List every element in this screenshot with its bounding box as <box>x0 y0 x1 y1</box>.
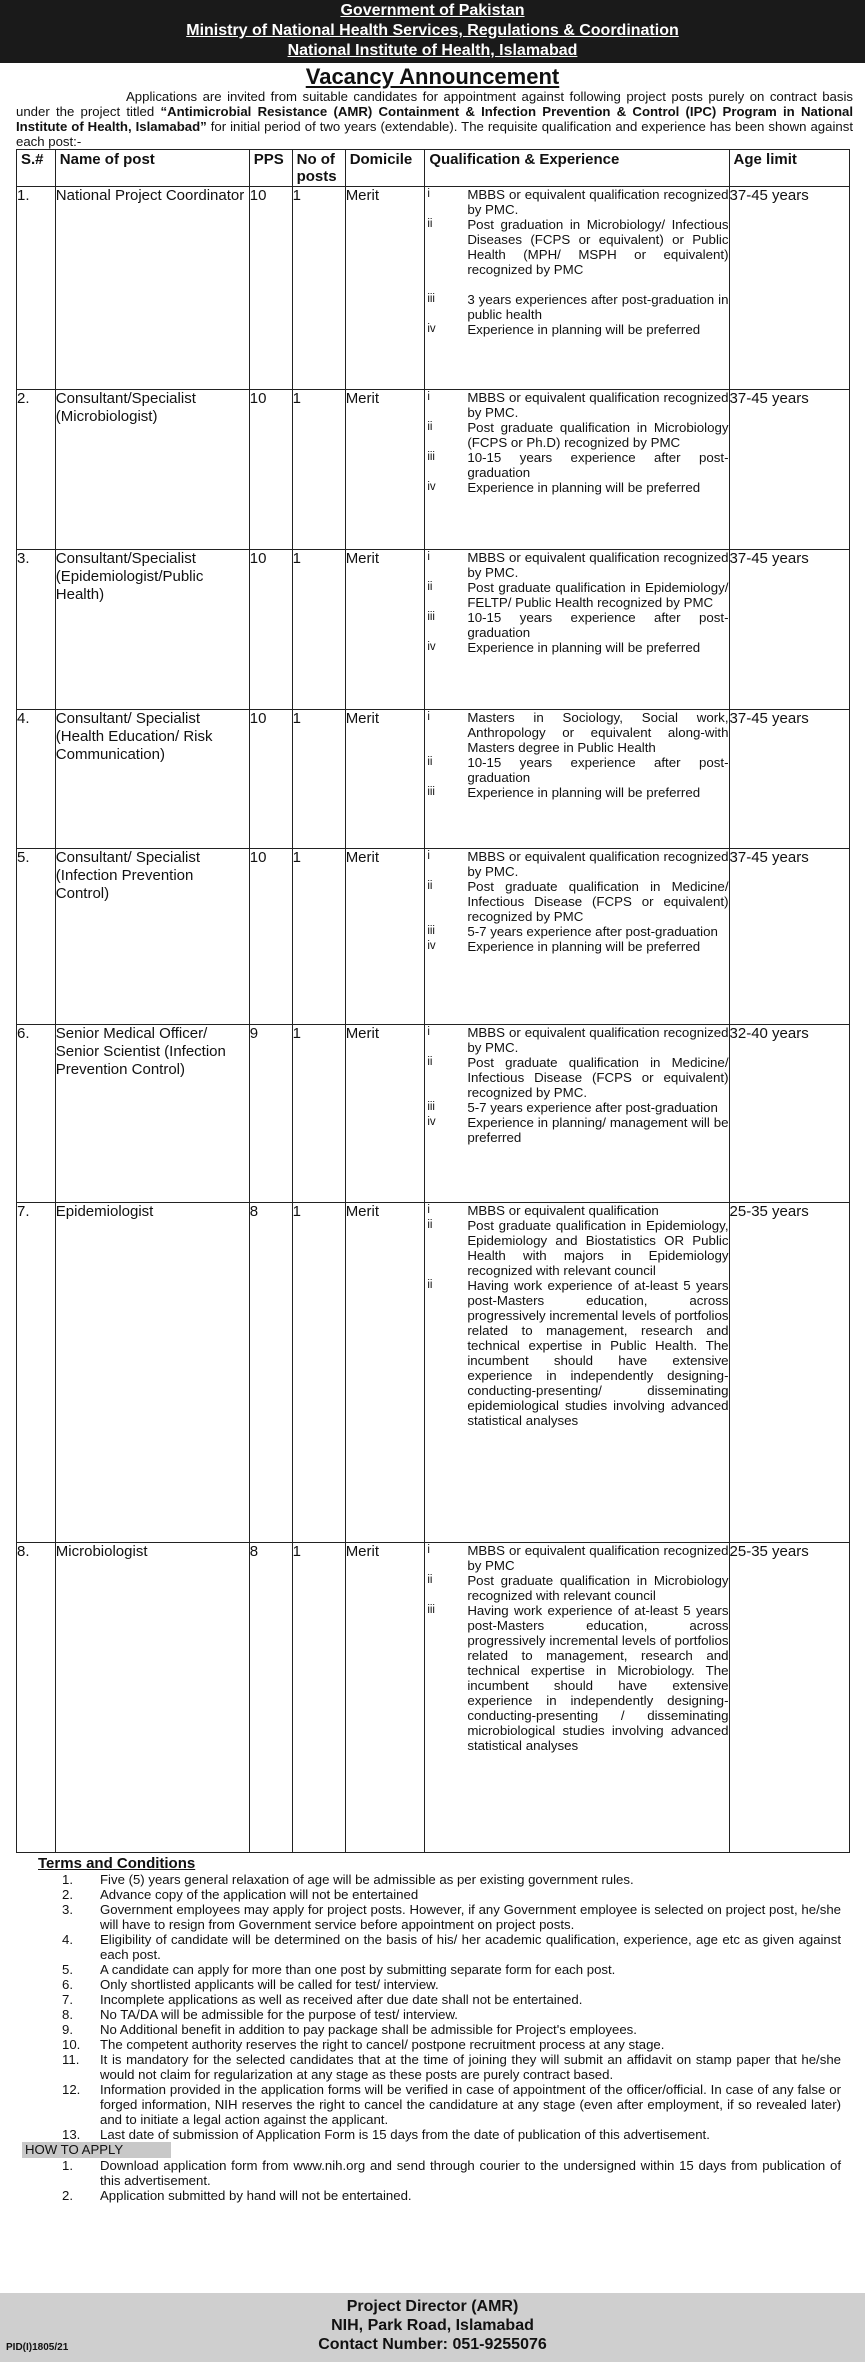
terms-heading: Terms and Conditions <box>38 1855 196 1872</box>
post-count: 1 <box>292 1543 345 1853</box>
qualification-item <box>425 1573 728 1603</box>
post-name: Consultant/ Specialist (Infection Prevention Control) <box>55 849 249 1025</box>
qualification-item <box>425 710 728 755</box>
qualification-text: Post graduate qualification in Microbiology recognized with relevant council <box>467 1573 729 1603</box>
term-item-text: The competent authority reserves the right to cancel/ postpone recruitment process at any stage. <box>100 2037 665 2052</box>
terms-list <box>38 1872 865 2142</box>
post-serial: 4. <box>17 710 56 849</box>
post-age-limit: 37-45 years <box>729 390 849 550</box>
qualification-number: iii <box>427 925 435 937</box>
term-item <box>38 2082 865 2127</box>
qualification-item <box>425 1218 728 1278</box>
post-serial: 1. <box>17 187 56 390</box>
post-serial: 8. <box>17 1543 56 1853</box>
header-institute: National Institute of Health, Islamabad <box>287 42 578 59</box>
qualification-number: ii <box>427 1219 433 1231</box>
term-item-number: 10. <box>62 2037 81 2052</box>
project-title: “Antimicrobial Resistance (AMR) Containment & Infection Prevention & Control (IPC) Program in National Institute of Health, Islamabad” <box>16 104 853 134</box>
term-item <box>38 1962 865 1977</box>
footer-contact <box>0 2293 865 2362</box>
apply-item-number: 2. <box>62 2188 73 2203</box>
term-item-number: 11. <box>62 2052 80 2067</box>
post-domicile: Merit <box>345 849 425 1025</box>
post-qualifications <box>425 550 729 710</box>
qualification-number: i <box>427 711 430 723</box>
qualification-text: Post graduate qualification in Medicine/ Infectious Disease (FCPS or equivalent) recognized by PMC. <box>467 1055 729 1100</box>
term-item-text: No TA/DA will be admissible for the purpose of test/ interview. <box>100 2007 458 2022</box>
term-item-text: Five (5) years general relaxation of age will be admissible as per existing government rules. <box>100 1872 634 1887</box>
qualification-number: iii <box>427 1101 435 1113</box>
footer-contact-number: Contact Number: 051-9255076 <box>318 2336 547 2353</box>
qualification-text: 10-15 years experience after post-graduation <box>467 755 729 785</box>
post-count: 1 <box>292 1025 345 1203</box>
qualification-item <box>425 939 728 954</box>
term-item <box>38 2022 865 2037</box>
qualification-text: MBBS or equivalent qualification recognized by PMC. <box>467 1025 729 1055</box>
qualification-text: MBBS or equivalent qualification <box>467 1203 659 1218</box>
qualification-item <box>425 322 728 337</box>
post-domicile: Merit <box>345 1543 425 1853</box>
post-age-limit: 37-45 years <box>729 550 849 710</box>
pid-number: PID(I)1805/21 <box>6 2342 69 2353</box>
post-qualifications <box>425 187 729 390</box>
post-qualifications <box>425 849 729 1025</box>
post-serial: 7. <box>17 1203 56 1543</box>
term-item-text: Incomplete applications as well as received after due date shall not be entertained. <box>100 1992 583 2007</box>
term-item-text: It is mandatory for the selected candidates that at the time of joining they will submit an affidavit on stamp paper that he/she would not claim for regularization at any stage as these posts are purely contract based. <box>100 2052 841 2082</box>
qualification-item <box>425 640 728 655</box>
post-name: Epidemiologist <box>55 1203 249 1543</box>
qualification-number: iii <box>427 451 435 463</box>
header-name: Name of post <box>55 150 249 187</box>
apply-item <box>38 2158 865 2188</box>
post-pps: 8 <box>249 1543 292 1853</box>
term-item-text: A candidate can apply for more than one post by submitting separate form for each post. <box>100 1962 616 1977</box>
post-name: Consultant/Specialist (Microbiologist) <box>55 390 249 550</box>
post-age-limit: 37-45 years <box>729 710 849 849</box>
post-pps: 10 <box>249 849 292 1025</box>
qualification-text: Post graduate qualification in Microbiology (FCPS or Ph.D) recognized by PMC <box>467 420 729 450</box>
header-no-of-posts: No of posts <box>292 150 345 187</box>
qualification-text: Experience in planning will be preferred <box>467 480 701 495</box>
qualification-item <box>425 1603 728 1753</box>
post-age-limit: 25-35 years <box>729 1203 849 1543</box>
term-item-number: 1. <box>62 1872 73 1887</box>
qualification-item <box>425 550 728 580</box>
qualification-item <box>425 1278 728 1428</box>
qualification-text: 10-15 years experience after post-graduation <box>467 610 729 640</box>
qualification-text: MBBS or equivalent qualification recognized by PMC. <box>467 390 729 420</box>
qualification-number: iv <box>427 1116 436 1128</box>
intro-text-end: for initial period of two years (extendable). The requisite qualification and experience has been shown against each post:- <box>16 119 853 149</box>
header-qualification: Qualification & Experience <box>425 150 729 187</box>
qualification-item <box>425 480 728 495</box>
qualification-number: ii <box>427 421 433 433</box>
qualification-text: Having work experience of at-least 5 years post-Masters education, across progressively incremental levels of portfolios related to management, research and technical expertise in Public Health. The incumbent should have extensive experience in independently designing-conducting-presenting/ disseminating epidemiological studies involving advanced statistical analyses <box>467 1278 729 1428</box>
qualification-number: i <box>427 1204 430 1216</box>
qualification-text: MBBS or equivalent qualification recognized by PMC. <box>467 187 729 217</box>
post-count: 1 <box>292 390 345 550</box>
qualification-item <box>425 1203 728 1218</box>
apply-item <box>38 2188 865 2203</box>
post-pps: 10 <box>249 187 292 390</box>
how-to-apply-heading: HOW TO APPLY <box>22 2142 171 2158</box>
term-item <box>38 2037 865 2052</box>
qualification-number: iv <box>427 940 436 952</box>
apply-item-text: Application submitted by hand will not be entertained. <box>100 2188 412 2203</box>
qualification-item <box>425 420 728 450</box>
qualification-text: Post graduate qualification in Epidemiology, Epidemiology and Biostatistics OR Public Health with majors in Epidemiology recognized with relevant council <box>467 1218 729 1278</box>
table-row <box>17 390 850 550</box>
apply-item-number: 1. <box>62 2158 73 2173</box>
post-count: 1 <box>292 187 345 390</box>
post-pps: 8 <box>249 1203 292 1543</box>
post-qualifications <box>425 390 729 550</box>
footer-designation: Project Director (AMR) <box>346 2298 519 2315</box>
qualification-item <box>425 292 728 322</box>
qualification-number: ii <box>427 880 433 892</box>
table-row <box>17 849 850 1025</box>
post-name: Consultant/Specialist (Epidemiologist/Public Health) <box>55 550 249 710</box>
post-domicile: Merit <box>345 550 425 710</box>
table-row <box>17 187 850 390</box>
qualification-text: Experience in planning/ management will be preferred <box>467 1115 729 1145</box>
qualification-number: i <box>427 1544 430 1556</box>
qualification-number: i <box>427 391 430 403</box>
qualification-item <box>425 1543 728 1573</box>
qualification-item <box>425 1055 728 1100</box>
post-serial: 5. <box>17 849 56 1025</box>
table-row <box>17 1543 850 1853</box>
term-item-number: 13. <box>62 2127 81 2142</box>
qualification-item <box>425 924 728 939</box>
qualification-text: 3 years experiences after post-graduation in public health <box>467 292 729 322</box>
term-item <box>38 1932 865 1962</box>
term-item <box>38 2052 865 2082</box>
qualification-number: iv <box>427 641 436 653</box>
qualification-text: 5-7 years experience after post-graduation <box>467 924 718 939</box>
post-qualifications <box>425 710 729 849</box>
term-item-number: 12. <box>62 2082 81 2097</box>
qualification-number: iii <box>427 611 435 623</box>
qualification-text: Experience in planning will be preferred <box>467 939 701 954</box>
term-item-number: 5. <box>62 1962 73 1977</box>
qualification-number: i <box>427 188 430 200</box>
post-name: Senior Medical Officer/ Senior Scientist (Infection Prevention Control) <box>55 1025 249 1203</box>
table-row <box>17 1025 850 1203</box>
header-domicile: Domicile <box>345 150 425 187</box>
intro-paragraph <box>0 89 865 149</box>
qualification-number: i <box>427 551 430 563</box>
how-to-apply-list <box>0 2158 865 2203</box>
qualification-item <box>425 610 728 640</box>
table-row <box>17 710 850 849</box>
post-count: 1 <box>292 550 345 710</box>
post-name: National Project Coordinator <box>55 187 249 390</box>
footer-address: NIH, Park Road, Islamabad <box>331 2317 534 2334</box>
qualification-text: Post graduation in Microbiology/ Infectious Diseases (FCPS or equivalent) or Public Health (MPH/ MSPH or equivalent) recognized by PMC <box>467 217 729 277</box>
qualification-text: Experience in planning will be preferred <box>467 322 701 337</box>
post-serial: 2. <box>17 390 56 550</box>
table-row <box>17 550 850 710</box>
qualification-text: Post graduate qualification in Medicine/ Infectious Disease (FCPS or equivalent) recognized by PMC <box>467 879 729 924</box>
apply-item-text: Download application form from www.nih.org and send through courier to the undersigned within 15 days from publication of this advertisement. <box>100 2158 841 2188</box>
term-item-text: Advance copy of the application will not be entertained <box>100 1887 419 1902</box>
table-row <box>17 1203 850 1543</box>
header-age-limit: Age limit <box>729 150 849 187</box>
qualification-number: iii <box>427 1604 435 1616</box>
qualification-text: 5-7 years experience after post-graduation <box>467 1100 718 1115</box>
header-pps: PPS <box>249 150 292 187</box>
post-pps: 10 <box>249 710 292 849</box>
qualification-item <box>425 390 728 420</box>
term-item <box>38 2007 865 2022</box>
term-item-text: No Additional benefit in addition to pay package shall be admissible for Project's employees. <box>100 2022 637 2037</box>
post-pps: 10 <box>249 550 292 710</box>
qualification-number: ii <box>427 1279 433 1291</box>
qualification-item <box>425 217 728 277</box>
post-qualifications <box>425 1025 729 1203</box>
post-pps: 10 <box>249 390 292 550</box>
qualification-number: iv <box>427 323 436 335</box>
terms-section <box>0 1853 865 2142</box>
term-item <box>38 1872 865 1887</box>
post-domicile: Merit <box>345 187 425 390</box>
term-item-text: Eligibility of candidate will be determined on the basis of his/ her academic qualification, experience, age etc as given against each post. <box>100 1932 841 1962</box>
qualification-number: ii <box>427 218 433 230</box>
qualification-number: i <box>427 1026 430 1038</box>
intro-text-start: Applications are invited from suitable candidates for appointment against following project posts purely on contract basis under the project titled <box>16 89 853 119</box>
qualification-text: MBBS or equivalent qualification recognized by PMC. <box>467 550 729 580</box>
qualification-number: ii <box>427 756 433 768</box>
post-serial: 3. <box>17 550 56 710</box>
post-age-limit: 37-45 years <box>729 849 849 1025</box>
term-item-text: Information provided in the application forms will be verified in case of appointment of the officer/official. In case of any false or forged information, NIH reserves the right to cancel the candidature at any stage (even after employment, if so revealed later) and to initiate a legal action against the applicant. <box>100 2082 841 2127</box>
page-title: Vacancy Announcement <box>305 64 560 89</box>
post-domicile: Merit <box>345 710 425 849</box>
post-name: Consultant/ Specialist (Health Education/ Risk Communication) <box>55 710 249 849</box>
post-serial: 6. <box>17 1025 56 1203</box>
term-item-text: Only shortlisted applicants will be called for test/ interview. <box>100 1977 439 1992</box>
header-government: Government of Pakistan <box>340 2 525 19</box>
qualification-number: ii <box>427 1574 433 1586</box>
qualification-number: i <box>427 850 430 862</box>
qualification-item <box>425 1025 728 1055</box>
qualification-text: Experience in planning will be preferred <box>467 785 701 800</box>
term-item-number: 2. <box>62 1887 73 1902</box>
qualification-item <box>425 879 728 924</box>
post-age-limit: 32-40 years <box>729 1025 849 1203</box>
post-domicile: Merit <box>345 1203 425 1543</box>
qualification-item <box>425 755 728 785</box>
term-item-number: 8. <box>62 2007 73 2022</box>
posts-table <box>16 149 850 1853</box>
post-count: 1 <box>292 710 345 849</box>
term-item <box>38 1977 865 1992</box>
header-ministry: Ministry of National Health Services, Regulations & Coordination <box>186 22 679 39</box>
term-item <box>38 1992 865 2007</box>
qualification-item <box>425 450 728 480</box>
qualification-item <box>425 580 728 610</box>
term-item-text: Last date of submission of Application Form is 15 days from the date of publication of this advertisement. <box>100 2127 710 2142</box>
qualification-item <box>425 1115 728 1145</box>
post-age-limit: 37-45 years <box>729 187 849 390</box>
term-item-number: 9. <box>62 2022 73 2037</box>
post-pps: 9 <box>249 1025 292 1203</box>
table-header-row <box>17 150 850 187</box>
post-age-limit: 25-35 years <box>729 1543 849 1853</box>
qualification-number: iii <box>427 293 435 305</box>
term-item-number: 3. <box>62 1902 73 1917</box>
header-sn: S.# <box>17 150 56 187</box>
qualification-text: MBBS or equivalent qualification recognized by PMC. <box>467 849 729 879</box>
post-qualifications <box>425 1543 729 1853</box>
term-item <box>38 2127 865 2142</box>
qualification-number: ii <box>427 1056 433 1068</box>
post-domicile: Merit <box>345 390 425 550</box>
qualification-item <box>425 1100 728 1115</box>
term-item-text: Government employees may apply for project posts. However, if any Government employee is selected on project post, he/she will have to resign from Government service before appointment on project posts. <box>100 1902 841 1932</box>
term-item-number: 6. <box>62 1977 73 1992</box>
qualification-text: Masters in Sociology, Social work, Anthropology or equivalent along-with Masters degree in Public Health <box>467 710 729 755</box>
qualification-text: Experience in planning will be preferred <box>467 640 701 655</box>
qualification-text: MBBS or equivalent qualification recognized by PMC <box>467 1543 729 1573</box>
qualification-item <box>425 785 728 800</box>
term-item-number: 7. <box>62 1992 73 2007</box>
qualification-text: 10-15 years experience after post-graduation <box>467 450 729 480</box>
term-item-number: 4. <box>62 1932 73 1947</box>
post-count: 1 <box>292 1203 345 1543</box>
qualification-item <box>425 187 728 217</box>
term-item <box>38 1902 865 1932</box>
qualification-text: Post graduate qualification in Epidemiology/ FELTP/ Public Health recognized by PMC <box>467 580 729 610</box>
post-count: 1 <box>292 849 345 1025</box>
header-banner <box>0 0 865 63</box>
post-name: Microbiologist <box>55 1543 249 1853</box>
qualification-number: ii <box>427 581 433 593</box>
qualification-text: Having work experience of at-least 5 years post-Masters education, across progressively incremental levels of portfolios related to management, research and technical expertise in Microbiology. The incumbent should have extensive experience in independently designing-conducting-presenting / disseminating microbiological studies involving advanced statistical analyses <box>467 1603 729 1753</box>
post-domicile: Merit <box>345 1025 425 1203</box>
qualification-number: iv <box>427 481 436 493</box>
qualification-number: iii <box>427 786 435 798</box>
post-qualifications <box>425 1203 729 1543</box>
qualification-item <box>425 849 728 879</box>
term-item <box>38 1887 865 1902</box>
